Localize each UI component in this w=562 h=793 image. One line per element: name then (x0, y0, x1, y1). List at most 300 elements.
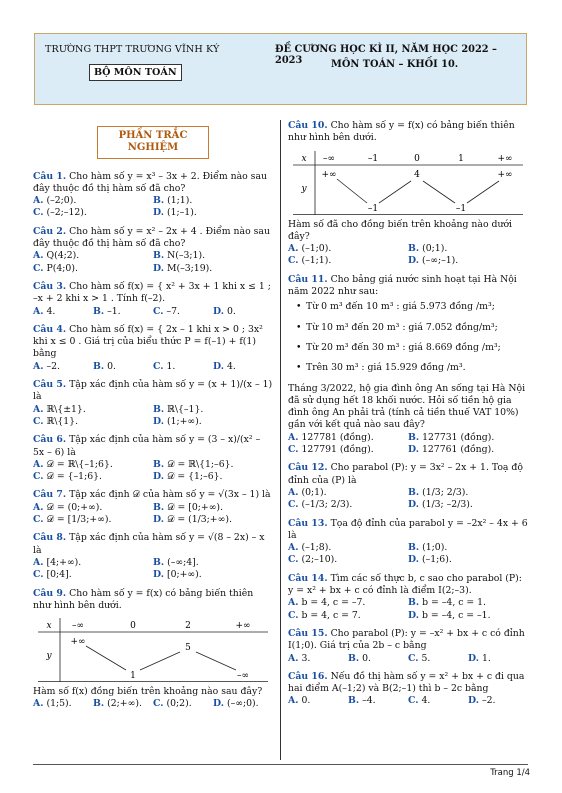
table-x-value: –∞ (323, 153, 335, 164)
question-label: Câu 9. (33, 587, 67, 599)
option-letter: B. (93, 305, 105, 317)
option-2 (153, 557, 273, 569)
option-4 (213, 306, 273, 318)
table-y-value: 1 (130, 671, 136, 682)
option-4 (153, 471, 273, 483)
option-1 (33, 250, 153, 262)
question-5 (33, 379, 273, 428)
option-text: b = –4, c = 1. (422, 597, 487, 609)
option-1 (33, 502, 153, 514)
option-letter: A. (33, 556, 44, 568)
option-4 (408, 610, 528, 622)
option-text: –4. (362, 695, 376, 707)
option-3 (153, 698, 213, 710)
option-4 (153, 263, 273, 275)
document-title: ĐỀ CƯƠNG HỌC KÌ II, NĂM HỌC 2022 – 2023 (275, 44, 497, 66)
table-y-label: y (46, 651, 52, 662)
option-text: (2;–10). (301, 554, 338, 566)
option-text: 127781 (đồng). (301, 431, 374, 443)
question-text: Nếu đồ thị hàm số y = x² + bx + c đi qua hai điểm A(–1;2) và B(2;–1) thì b – 2c bằng (288, 670, 525, 695)
question-13 (288, 518, 528, 567)
option-3 (33, 471, 153, 483)
option-text: (–1;8). (301, 542, 332, 554)
option-text: N(–3;1). (167, 250, 206, 262)
question-text: Cho parabol (P): y = –x² + bx + c có đỉnh I(1;0). Giá trị của 2b – c bằng (288, 627, 525, 652)
option-2 (153, 195, 273, 207)
option-letter: D. (213, 698, 224, 710)
option-letter: B. (153, 195, 165, 207)
q10-label: Câu 10. (288, 120, 328, 131)
question-text: Cho hàm số y = x² – 2x + 4 . Điểm nào sau đây thuộc đồ thị hàm số đã cho? (33, 225, 270, 250)
option-1 (288, 243, 408, 255)
page-number: Trang 1/4 (490, 768, 530, 778)
option-text: 1. (481, 652, 491, 664)
table-y-value: +∞ (70, 637, 86, 648)
question-label: Câu 8. (33, 532, 67, 544)
price-tier: • Từ 10 m³ đến 20 m³ : giá 7.052 đồng/m³; (298, 322, 528, 334)
variation-arrow (86, 646, 126, 670)
option-text: 𝒟 = {1;–6}. (166, 471, 223, 483)
question-options (33, 404, 273, 429)
question-label: Câu 14. (288, 572, 328, 584)
option-text: (2;+∞). (107, 698, 142, 710)
question-label: Câu 15. (288, 627, 328, 639)
option-letter: B. (408, 243, 420, 255)
option-letter: D. (153, 262, 164, 274)
option-letter: B. (408, 431, 420, 443)
option-letter: B. (153, 403, 165, 415)
option-text: (0;1). (422, 243, 448, 255)
option-text: 0. (107, 360, 116, 372)
table-y-value: –∞ (237, 671, 249, 682)
option-text: (1;–1). (166, 207, 197, 219)
option-letter: D. (408, 499, 419, 511)
option-2 (93, 361, 153, 373)
option-letter: D. (153, 514, 164, 526)
option-letter: D. (468, 695, 479, 707)
option-letter: B. (153, 250, 165, 262)
option-letter: D. (408, 255, 419, 267)
question-10 (288, 120, 528, 145)
price-tier: • Từ 0 m³ đến 10 m³ : giá 5.973 đồng /m³; (298, 301, 528, 313)
option-letter: A. (288, 243, 299, 255)
option-text: (–2;0). (46, 195, 77, 207)
option-text: 𝒟 = ℝ\{1;–6}. (167, 458, 234, 470)
option-text: (1/3; 2/3). (422, 486, 469, 498)
option-text: (–1/3; 2/3). (301, 499, 353, 511)
option-text: (–2;–12). (46, 207, 87, 219)
question-options (288, 597, 528, 622)
table-x-value: –∞ (72, 621, 84, 632)
question-text: Cho parabol (P): y = 3x² – 2x + 1. Toạ độ đỉnh của (P) là (288, 462, 523, 486)
q10-continuation (288, 219, 528, 268)
option-text: 127791 (đồng). (301, 444, 374, 456)
question-2 (33, 226, 273, 275)
q10-prompt: Hàm số đã cho đồng biến trên khoảng nào dưới đây? (288, 218, 513, 242)
document-subtitle: MÔN TOÁN – KHỐI 10. (331, 59, 459, 70)
option-letter: C. (288, 444, 299, 456)
option-4 (213, 361, 273, 373)
q11-label: Câu 11. (288, 273, 328, 285)
option-letter: A. (33, 458, 44, 470)
option-text: (–1;0). (301, 243, 332, 255)
option-4 (213, 698, 273, 710)
option-text: (1;1). (167, 195, 193, 207)
question-text: Cho hàm số f(x) = { 2x – 1 khi x > 0 ; 3x² khi x ≤ 0 . Giá trị của biểu thức P = f(–1) + f(1) bằng (33, 323, 263, 360)
table-x-value: +∞ (497, 153, 513, 164)
table-x-value: +∞ (235, 621, 251, 632)
question-options (288, 542, 528, 567)
option-letter: D. (213, 360, 224, 372)
table-x-value: 2 (185, 621, 191, 632)
option-2 (348, 695, 408, 707)
right-questions (288, 462, 528, 707)
right-column (288, 120, 528, 714)
option-text: –2. (46, 360, 60, 372)
question-12 (288, 462, 528, 511)
option-letter: C. (408, 695, 419, 707)
question-options (33, 250, 273, 275)
variation-arrow (423, 181, 455, 203)
q9-variation-table (38, 618, 268, 682)
option-3 (288, 255, 408, 267)
option-4 (408, 499, 528, 511)
variation-arrow (337, 179, 367, 203)
option-letter: A. (33, 698, 44, 710)
option-text: (0;2). (166, 698, 192, 710)
option-text: P(4;0). (46, 262, 78, 274)
price-tier: • Từ 20 m³ đến 30 m³ : giá 8.669 đồng /m³; (298, 342, 528, 354)
question-text: Tập xác định của hàm số y = (x + 1)/(x – 1) là (33, 379, 273, 403)
option-letter: B. (408, 597, 420, 609)
question-options (288, 695, 528, 707)
left-questions (33, 171, 273, 613)
option-4 (468, 695, 528, 707)
question-label: Câu 2. (33, 225, 67, 237)
option-text: 0. (226, 305, 236, 317)
table-x-value: 0 (414, 153, 420, 164)
option-letter: C. (33, 471, 44, 483)
question-label: Câu 5. (33, 379, 67, 391)
option-letter: B. (153, 458, 165, 470)
option-letter: A. (288, 597, 299, 609)
option-text: ℝ\{–1}. (167, 403, 204, 415)
question-label: Câu 7. (33, 489, 67, 501)
table-y-value: –1 (455, 203, 467, 214)
option-text: [0;+∞). (166, 569, 202, 581)
option-1 (33, 361, 93, 373)
table-x-label: x (301, 153, 307, 164)
option-3 (288, 499, 408, 511)
option-text: –1. (107, 305, 121, 317)
q10-options (288, 243, 528, 268)
option-text: (–∞;4]. (167, 556, 199, 568)
option-1 (288, 597, 408, 609)
option-3 (153, 361, 213, 373)
option-2 (93, 306, 153, 318)
option-letter: A. (33, 195, 44, 207)
option-1 (288, 695, 348, 707)
option-3 (408, 695, 468, 707)
option-text: 4. (46, 305, 56, 317)
table-y-value: 5 (185, 643, 191, 654)
table-y-value: 4 (414, 169, 420, 180)
option-letter: B. (93, 698, 105, 710)
option-4 (408, 554, 528, 566)
option-2 (408, 487, 528, 499)
header-box (34, 33, 527, 105)
option-text: 0. (301, 695, 311, 707)
option-text: (1;+∞). (166, 415, 202, 427)
q11-price-list (288, 301, 528, 374)
option-letter: A. (288, 542, 299, 554)
option-letter: C. (408, 652, 419, 664)
question-text: Tập xác định của hàm số y = √(8 – 2x) – x là (33, 532, 265, 556)
option-text: ℝ\{1}. (46, 415, 79, 427)
table-x-label: x (46, 621, 52, 632)
option-2 (153, 502, 273, 514)
question-text: Cho hàm số y = x³ – 3x + 2. Điểm nào sau đây thuộc đồ thị hàm số đã cho? (33, 170, 267, 194)
option-letter: D. (153, 415, 164, 427)
option-1 (33, 698, 93, 710)
question-label: Câu 16. (288, 670, 328, 682)
price-tier: • Trên 30 m³ : giá 15.929 đồng /m³. (298, 362, 528, 374)
option-text: 𝒟 = [0;+∞). (167, 501, 224, 513)
option-letter: C. (153, 360, 164, 372)
q10-variation-table (293, 151, 523, 215)
option-letter: B. (93, 360, 105, 372)
option-1 (33, 557, 153, 569)
variation-arrow (467, 181, 499, 203)
option-3 (33, 514, 153, 526)
variation-arrow (140, 652, 180, 670)
question-label: Câu 1. (33, 170, 67, 182)
option-2 (348, 653, 408, 665)
option-letter: C. (33, 415, 44, 427)
question-3 (33, 281, 273, 318)
option-letter: D. (153, 207, 164, 219)
option-3 (153, 306, 213, 318)
option-1 (33, 195, 153, 207)
question-label: Câu 3. (33, 280, 67, 292)
option-letter: A. (33, 501, 44, 513)
option-text: 4. (226, 360, 236, 372)
option-text: –7. (166, 305, 181, 317)
question-15 (288, 628, 528, 665)
option-3 (33, 416, 153, 428)
option-2 (408, 542, 528, 554)
option-3 (33, 569, 153, 581)
option-text: 0. (362, 652, 371, 664)
option-text: [4;+∞). (46, 556, 82, 568)
option-3 (408, 653, 468, 665)
question-1 (33, 171, 273, 220)
option-letter: D. (468, 652, 479, 664)
question-options (33, 361, 273, 373)
option-text: (–1;6). (421, 554, 452, 566)
q11-options (288, 432, 528, 457)
option-text: 𝒟 = (0;+∞). (46, 501, 103, 513)
option-text: [0;4]. (46, 569, 72, 581)
option-text: ℝ\{±1}. (46, 403, 86, 415)
option-1 (33, 459, 153, 471)
option-letter: D. (408, 554, 419, 566)
option-text: –2. (481, 695, 496, 707)
left-column (33, 120, 273, 717)
option-text: b = –4, c = –1. (421, 609, 491, 621)
variation-arrow (196, 652, 236, 670)
option-text: 4. (421, 695, 431, 707)
option-letter: C. (33, 262, 44, 274)
option-letter: D. (213, 305, 224, 317)
option-2 (153, 250, 273, 262)
question-8 (33, 532, 273, 581)
table-y-value: +∞ (321, 169, 337, 180)
option-3 (288, 554, 408, 566)
question-7 (33, 489, 273, 526)
option-text: (–∞;0). (226, 698, 259, 710)
option-4 (153, 207, 273, 219)
option-1 (288, 542, 408, 554)
option-1 (33, 306, 93, 318)
option-letter: C. (288, 554, 299, 566)
option-letter: D. (408, 444, 419, 456)
option-letter: C. (288, 609, 299, 621)
option-text: b = 4, c = 7. (301, 609, 361, 621)
option-3 (288, 610, 408, 622)
question-options (33, 557, 273, 582)
table-y-label: y (301, 183, 307, 194)
option-1 (33, 404, 153, 416)
question-text: Tìm các số thực b, c sao cho parabol (P): y = x² + bx + c có đỉnh là điểm I(2;–3). (288, 572, 522, 597)
option-letter: C. (33, 569, 44, 581)
option-2 (408, 243, 528, 255)
option-text: (–∞;–1). (421, 255, 459, 267)
option-4 (153, 416, 273, 428)
option-letter: A. (33, 305, 44, 317)
option-letter: A. (33, 250, 44, 262)
question-options (33, 502, 273, 527)
option-2 (408, 597, 528, 609)
option-4 (408, 444, 528, 456)
option-1 (288, 487, 408, 499)
question-options (33, 195, 273, 220)
question-options (288, 487, 528, 512)
table-y-value: +∞ (497, 169, 513, 180)
question-label: Câu 12. (288, 462, 328, 474)
variation-arrow (379, 181, 411, 203)
option-text: 1. (166, 360, 176, 372)
option-letter: A. (288, 486, 299, 498)
question-6 (33, 434, 273, 483)
option-1 (288, 653, 348, 665)
option-4 (468, 653, 528, 665)
option-letter: C. (288, 255, 299, 267)
school-name: TRƯỜNG THPT TRƯƠNG VĨNH KÝ (45, 44, 220, 55)
option-letter: C. (153, 698, 164, 710)
option-2 (153, 404, 273, 416)
option-letter: A. (288, 652, 299, 664)
option-text: (0;1). (301, 486, 327, 498)
option-letter: C. (153, 305, 164, 317)
option-3 (33, 207, 153, 219)
option-letter: D. (153, 471, 164, 483)
option-letter: D. (408, 609, 419, 621)
question-options (288, 653, 528, 665)
question-text: Cho hàm số y = f(x) có bảng biến thiên như hình bên dưới. (33, 587, 254, 611)
section-title: PHẦN TRẮC NGHIỆM (97, 126, 209, 159)
question-text: Tọa độ đỉnh của parabol y = –2x² – 4x + 6 là (288, 517, 528, 541)
column-divider (280, 120, 281, 760)
question-14 (288, 573, 528, 622)
table-y-value: –1 (367, 203, 379, 214)
option-3 (33, 263, 153, 275)
option-letter: A. (288, 431, 299, 443)
question-label: Câu 13. (288, 517, 328, 529)
table-x-value: –1 (367, 153, 379, 164)
option-letter: B. (408, 542, 420, 554)
option-text: 127761 (đồng). (421, 444, 495, 456)
option-letter: B. (153, 501, 165, 513)
table-x-value: 0 (130, 621, 136, 632)
option-letter: C. (33, 514, 44, 526)
option-text: Q(4;2). (46, 250, 80, 262)
question-options (33, 306, 273, 318)
option-1 (288, 432, 408, 444)
option-letter: A. (33, 360, 44, 372)
option-text: (1/3; –2/3). (421, 499, 473, 511)
option-letter: B. (153, 556, 165, 568)
question-text: Cho hàm số f(x) = { x² + 3x + 1 khi x ≤ 1 ; –x + 2 khi x > 1 . Tính f(–2). (33, 280, 271, 305)
q11-paragraph: Tháng 3/2022, hộ gia đình ông An sống tại Hà Nội đã sử dụng hết 18 khối nước. Hỏi số tiền hộ gia đình ông An phải trả (tính cả tiền thuế VAT 10%) gần với kết quả nào sau đây? (288, 382, 526, 431)
option-letter: D. (153, 569, 164, 581)
option-letter: B. (348, 695, 360, 707)
option-text: 5. (421, 652, 431, 664)
footer-rule (33, 764, 528, 765)
question-text: Tập xác định 𝒟 của hàm số y = √(3x – 1) là (69, 489, 271, 501)
question-label: Câu 4. (33, 323, 67, 335)
question-9 (33, 588, 273, 613)
option-letter: B. (348, 652, 360, 664)
option-text: (1;0). (422, 542, 448, 554)
q10-text: Cho hàm số y = f(x) có bảng biến thiên như hình bên dưới. (288, 120, 515, 144)
option-text: 𝒟 = [1/3;+∞). (46, 514, 112, 526)
option-text: M(–3;19). (166, 262, 213, 274)
option-3 (288, 444, 408, 456)
option-2 (153, 459, 273, 471)
q11-text: Cho bảng giá nước sinh hoạt tại Hà Nội năm 2022 như sau: (288, 273, 517, 298)
q9-prompt: Hàm số f(x) đồng biến trên khoảng nào sau đây? (33, 686, 263, 698)
question-label: Câu 6. (33, 434, 67, 446)
option-text: 127731 (đồng). (422, 431, 495, 443)
option-letter: C. (288, 499, 299, 511)
q9-continuation (33, 686, 273, 711)
option-2 (93, 698, 153, 710)
q9-options (33, 698, 273, 710)
option-text: 𝒟 = ℝ\{–1;6}. (46, 458, 113, 470)
option-4 (153, 514, 273, 526)
option-2 (408, 432, 528, 444)
option-text: (1;5). (46, 698, 72, 710)
option-text: (–1;1). (301, 255, 332, 267)
option-4 (153, 569, 273, 581)
option-text: b = 4, c = –7. (301, 597, 366, 609)
option-letter: C. (33, 207, 44, 219)
option-text: 3. (301, 652, 311, 664)
option-text: 𝒟 = (1/3;+∞). (166, 514, 232, 526)
table-x-value: 1 (458, 153, 464, 164)
option-letter: A. (288, 695, 299, 707)
